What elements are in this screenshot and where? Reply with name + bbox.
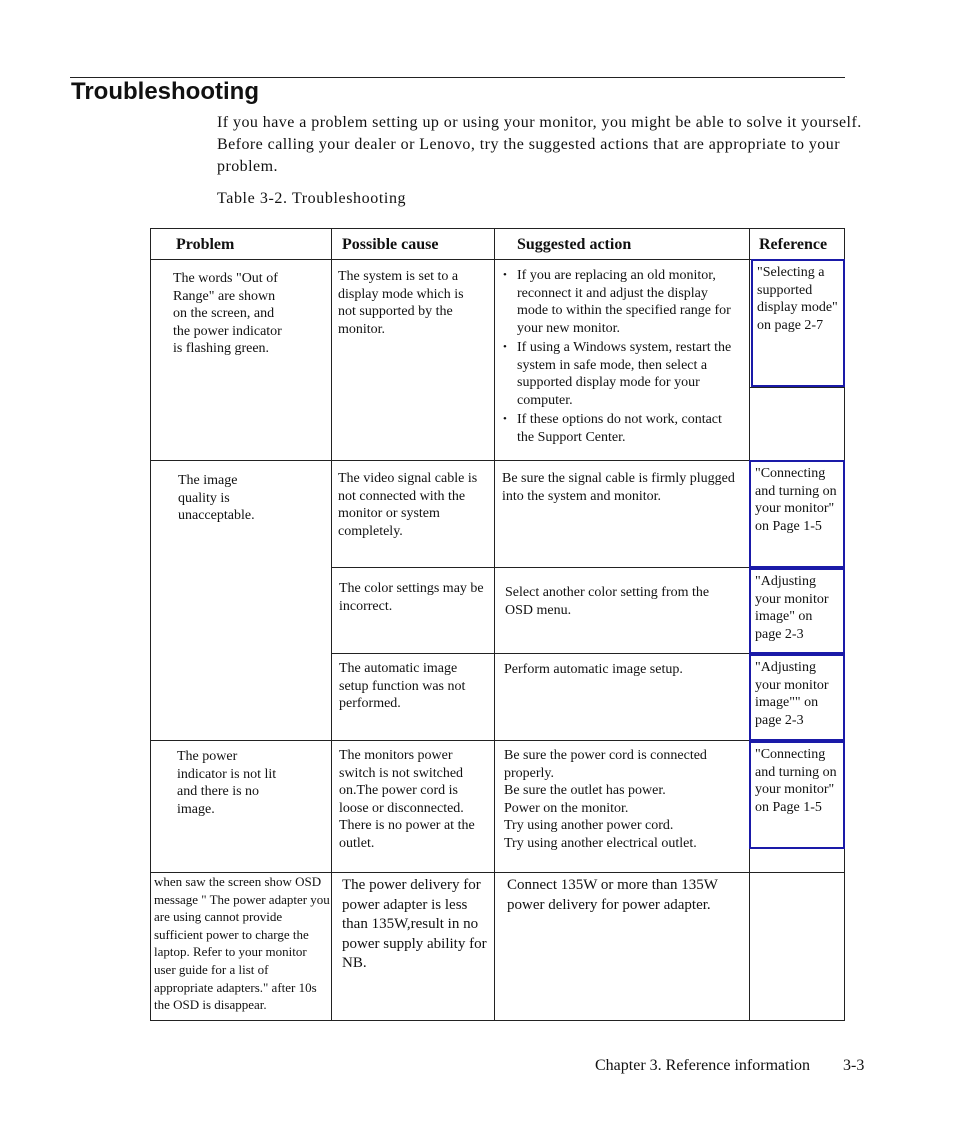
row4-reference-link[interactable]: "Adjusting your monitor image"" on page 2-3 [749, 654, 845, 741]
header-suggested-action: Suggested action [517, 236, 632, 253]
list-item: • If you are replacing an old monitor, reconnect it and adjust the display mode to within the specified range for your new monitor. [503, 268, 731, 336]
row4-cause: The automatic image setup function was not performed. [339, 661, 466, 711]
row2-reference-link[interactable]: "Connecting and turning on your monitor" on Page 1-5 [749, 460, 845, 568]
row1-actions [500, 267, 740, 448]
row1-problem: The words "Out of Range" are shown on the screen, and the power indicator is flashing green. [173, 271, 282, 356]
page-title: Troubleshooting [71, 78, 259, 105]
row5-action-line: Be sure the outlet has power. [504, 783, 666, 798]
row1-cause: The system is set to a display mode which is not supported by the monitor. [338, 269, 464, 337]
footer-chapter: Chapter 3. Reference information [595, 1057, 811, 1074]
col-divider-cause [331, 228, 332, 1021]
table-caption: Table 3-2. Troubleshooting [217, 190, 407, 207]
col-divider-action [494, 228, 495, 1021]
row3-action: Select another color setting from the OSD menu. [505, 585, 710, 618]
row6-cause: The power delivery for power adapter is less than 135W,result in no power supply ability for NB. [342, 877, 487, 971]
row5-problem: The power indicator is not lit and there is no image. [177, 749, 277, 817]
row5-action-line: Be sure the power cord is connected properly. [504, 748, 707, 781]
row4-bottom-border [150, 740, 845, 741]
ref1-divider [749, 387, 845, 388]
row6-action: Connect 135W or more than 135W power delivery for power adapter. [507, 877, 718, 913]
footer-page-number: 3-3 [843, 1057, 865, 1074]
row2-cause: The video signal cable is not connected with the monitor or system completely. [338, 471, 478, 539]
row3-cause: The color settings may be incorrect. [339, 581, 484, 614]
row1-action-list [500, 267, 740, 446]
row4-action: Perform automatic image setup. [504, 662, 683, 677]
row5-cause [339, 747, 484, 852]
row6-problem: when saw the screen show OSD message " The power adapter you are using cannot provide sufficient power to charge the laptop. Refer to your monitor user guide for a list of appropriate adapters." after 10s the OSD is disappear. [154, 874, 330, 1013]
table-bottom-border [150, 1020, 845, 1021]
list-item: • If these options do not work, contact the Support Center. [503, 412, 722, 445]
row5-cause-line: The monitors power switch is not switched on.The power cord is loose or disconnected. [339, 748, 464, 816]
row2-action: Be sure the signal cable is firmly plugged into the system and monitor. [502, 471, 735, 504]
header-bottom-border [150, 259, 845, 260]
table-left-border [150, 228, 151, 1021]
table-top-border [150, 228, 845, 229]
header-possible-cause: Possible cause [342, 236, 439, 253]
header-reference: Reference [759, 236, 828, 253]
row5-action-line: Try using another electrical outlet. [504, 835, 697, 851]
header-problem: Problem [176, 236, 235, 253]
list-item: • If using a Windows system, restart the system in safe mode, then select a supported display mode for your computer. [503, 340, 732, 408]
row1-bottom-border [150, 460, 845, 461]
row1-reference-link[interactable]: "Selecting a supported display mode" on page 2-7 [751, 259, 845, 387]
bullet-icon: • [503, 341, 507, 353]
row5-action-line: Try using another power cord. [504, 818, 674, 833]
intro-paragraph: If you have a problem setting up or using your monitor, you might be able to solve it yourself. Before calling your dealer or Lenovo, try the suggested actions that are appropriate to your problem. [217, 114, 862, 175]
row3-reference-link[interactable]: "Adjusting your monitor image" on page 2-3 [749, 568, 845, 654]
bullet-icon: • [503, 413, 507, 425]
row5-actions [504, 747, 740, 852]
row5-cause-line: There is no power at the outlet. [339, 818, 475, 851]
troubleshooting-table [150, 228, 845, 1021]
row5-action-line: Power on the monitor. [504, 800, 629, 816]
row2-problem: The image quality is unacceptable. [178, 473, 255, 523]
bullet-icon: • [503, 269, 507, 281]
row5-reference-link[interactable]: "Connecting and turning on your monitor" on Page 1-5 [749, 741, 845, 849]
